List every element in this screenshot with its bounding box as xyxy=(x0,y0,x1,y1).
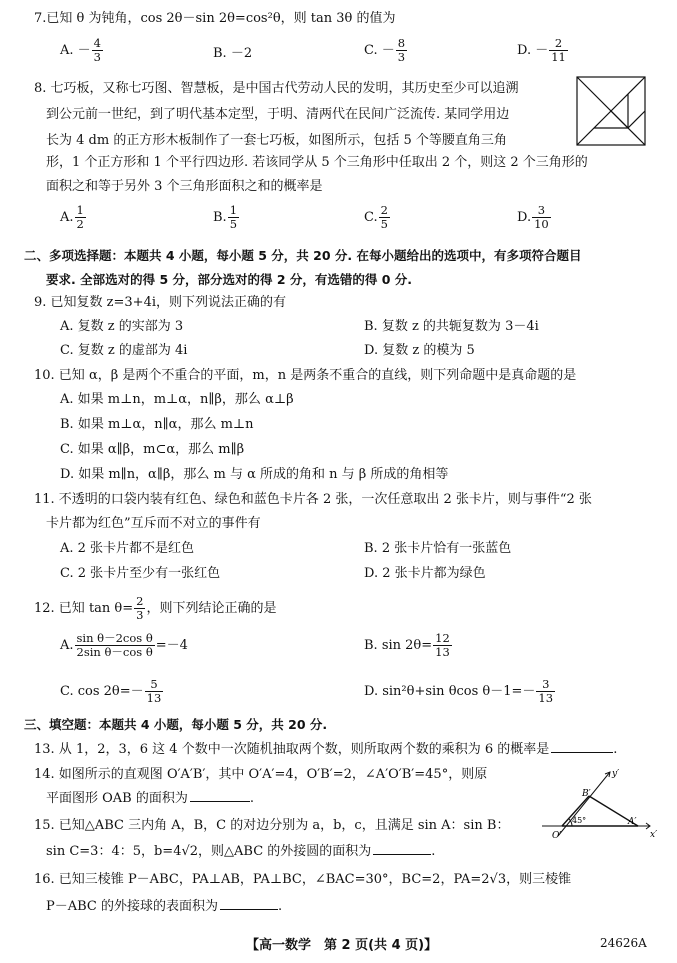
section-3-heading: 三、填空题：本题共 4 小题，每小题 5 分，共 20 分. xyxy=(24,717,328,732)
tangram-figure xyxy=(576,76,646,146)
q11-option-b: B. 2 张卡片恰有一张蓝色 xyxy=(364,541,512,556)
fig14-a-label: A′ xyxy=(628,817,637,827)
q9-option-d: D. 复数 z 的模为 5 xyxy=(364,343,475,358)
fig14-x-label: x′ xyxy=(650,830,658,840)
q16-line-2: P－ABC 的外接球的表面积为 . xyxy=(46,899,283,914)
q7-option-b: B. －2 xyxy=(213,46,253,61)
q8-line-4: 形，1 个正方形和 1 个平行四边形. 若该同学从 5 个三角形中任取出 2 个，则这 2 个三角形的 xyxy=(46,155,588,170)
q8-line-5: 面积之和等于另外 3 个三角形面积之和的概率是 xyxy=(46,179,323,194)
q10-option-b: B. 如果 m⊥α，n∥α，那么 m⊥n xyxy=(60,417,254,432)
q8-line-2: 到公元前一世纪，到了明代基本定型，于明、清两代在民间广泛流传. 某同学用边 xyxy=(46,107,510,122)
q16-line-1: 16. 已知三棱锥 P－ABC，PA⊥AB，PA⊥BC，∠BAC=30°，BC=2，PA=2√3，则三棱锥 xyxy=(34,872,572,887)
q10-option-d: D. 如果 m∥n，α∥β，那么 m 与 α 所成的角和 n 与 β 所成的角相等 xyxy=(60,467,449,482)
q9-option-b: B. 复数 z 的共轭复数为 3－4i xyxy=(364,319,539,334)
q12-option-d: D. sin²θ+sin θcos θ－1=－ $\frac{3}{13}$ xyxy=(364,677,554,705)
q7-option-d: D. － $\frac{2}{11}$ xyxy=(517,36,566,64)
q10-option-a: A. 如果 m⊥n，m⊥α，n∥β，那么 α⊥β xyxy=(60,392,294,407)
q11-option-c: C. 2 张卡片至少有一张红色 xyxy=(60,566,221,581)
q13-stem: 13. 从 1，2，3，6 这 4 个数中一次随机抽取两个数，则所取两个数的乘积为 6 的概率是 . xyxy=(34,742,618,757)
q10-option-c: C. 如果 α∥β，m⊂α，那么 m∥β xyxy=(60,442,245,457)
q7-stem: 7.已知 θ 为钝角，cos 2θ－sin 2θ=cos²θ，则 tan 3θ 的值为 xyxy=(34,11,396,26)
exam-code: 24626A xyxy=(600,936,647,950)
fig14-b-label: B′ xyxy=(582,789,591,799)
page-footer: 【高一数学 第 2 页(共 4 页)】 xyxy=(246,938,438,953)
q15-line-2: sin C=3：4：5，b=4√2，则△ABC 的外接圆的面积为 . xyxy=(46,844,436,859)
q8-line-3: 长为 4 dm 的正方形木板制作了一套七巧板，如图所示，包括 5 个等腰直角三角 xyxy=(46,133,507,148)
q14-line-2: 平面图形 OAB 的面积为 . xyxy=(46,791,255,806)
q11-line-1: 11. 不透明的口袋内装有红色、绿色和蓝色卡片各 2 张，一次任意取出 2 张卡片，则与事件“2 张 xyxy=(34,492,592,507)
q7-option-a: A. － $\frac{4}{3}$ xyxy=(60,36,101,64)
q12-option-c: C. cos 2θ=－ $\frac{5}{13}$ xyxy=(60,677,162,705)
q10-stem: 10. 已知 α，β 是两个不重合的平面，m，n 是两条不重合的直线，则下列命题中是真命题的是 xyxy=(34,368,577,383)
q8-option-d: D. $\frac{3}{10}$ xyxy=(517,203,549,231)
fig14-angle-label: 45° xyxy=(572,816,587,825)
q8-option-a: A. $\frac{1}{2}$ xyxy=(60,203,84,231)
q11-option-d: D. 2 张卡片都为绿色 xyxy=(364,566,486,581)
q7-option-c: C. － $\frac{8}{3}$ xyxy=(364,36,406,64)
section-2-heading-line-2: 要求. 全部选对的得 5 分，部分选对的得 2 分，有选错的得 0 分. xyxy=(46,272,413,287)
section-2-heading: 二、多项选择题：本题共 4 小题，每小题 5 分，共 20 分. 在每小题给出的选项中，有多项符合题目 xyxy=(24,248,582,263)
oblique-view-figure xyxy=(538,766,658,840)
fig14-o-label: O′ xyxy=(552,831,562,840)
q15-line-1: 15. 已知△ABC 三内角 A，B，C 的对边分别为 a，b，c，且满足 sin A：sin B： xyxy=(34,818,510,833)
q12-option-b: B. sin 2θ= $\frac{12}{13}$ xyxy=(364,631,450,659)
q11-option-a: A. 2 张卡片都不是红色 xyxy=(60,541,195,556)
q8-option-c: C. $\frac{2}{5}$ xyxy=(364,203,388,231)
q8-line-1: 8. 七巧板，又称七巧图、智慧板，是中国古代劳动人民的发明，其历史至少可以追溯 xyxy=(34,81,519,96)
q8-option-b: B. $\frac{1}{5}$ xyxy=(213,203,238,231)
q9-option-a: A. 复数 z 的实部为 3 xyxy=(60,319,184,334)
q9-option-c: C. 复数 z 的虚部为 4i xyxy=(60,343,188,358)
q11-line-2: 卡片都为红色”互斥而不对立的事件有 xyxy=(46,516,261,531)
q12-option-a: A. $\frac{\text{sin θ－2cos θ}}{\text{2sin θ－cos θ}}$ =－4 xyxy=(60,631,188,659)
q9-stem: 9. 已知复数 z=3+4i，则下列说法正确的有 xyxy=(34,295,287,310)
q14-line-1: 14. 如图所示的直观图 O′A′B′，其中 O′A′=4，O′B′=2，∠A′O′B′=45°，则原 xyxy=(34,767,488,782)
q12-stem: 12. 已知 tan θ= $\frac{2}{3}$ ，则下列结论正确的是 xyxy=(34,594,277,622)
fig14-y-label: y′ xyxy=(612,769,620,779)
